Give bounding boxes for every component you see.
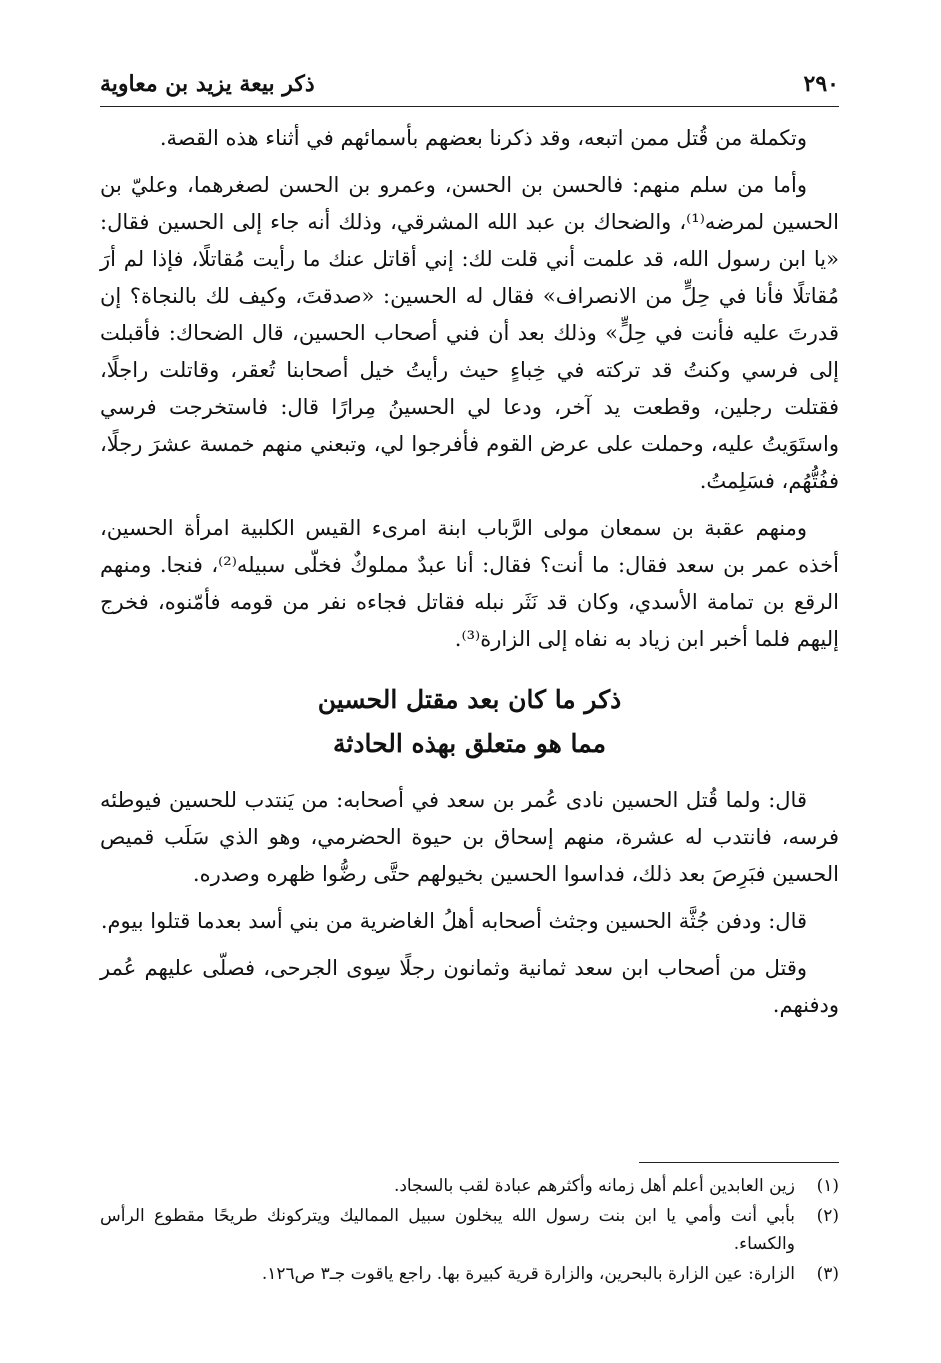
footnote-rule: [639, 1162, 839, 1163]
footnote-text: الزارة: عين الزارة بالبحرين، والزارة قرية كبيرة بها. راجع ياقوت جـ٣ ص١٢٦.: [261, 1264, 795, 1284]
footnote-1: [100, 1172, 839, 1200]
paragraph-2: وأما من سلم منهم: فالحسن بن الحسن، وعمرو بن الحسن لصغرهما، وعليّ بن الحسين لمرضه⁽¹⁾، والضحاك بن عبد الله المشرقي، وذلك أنه جاء إلى الحسين فقال: «يا ابن رسول الله، قد علمت أني قلت لك: إني أقاتل عنك ما رأيت مُقاتلًا، فإذا لم أرَ مُقاتلًا فأنا في حِلٍّ من الانصراف» فقال له الحسين: «صدقتَ، وكيف لك بالنجاة؟ إن قدرتَ عليه فأنت في حِلٍّ» وذلك بعد أن فني أصحاب الحسين، قال الضحاك: فأقبلت إلى فرسي وكنتُ قد تركته في خِباءٍ حيث رأيتُ خيل أصحابنا تُعقر، وقاتلت راجلًا، فقتلت رجلين، وقطعت يد آخر، ودعا لي الحسينُ مِرارًا قال: فاستخرجت فرسي واستَوَيتُ عليه، وحملت على عرض القوم فأفرجوا لي، وتبعني منهم خمسة عشرَ رجلًا، ففُتُّهُم، فسَلِمتُ.: [100, 173, 839, 493]
footnotes: [100, 1172, 839, 1290]
section-title-line-1: ذكر ما كان بعد مقتل الحسين: [317, 685, 622, 714]
section-title: [100, 678, 839, 766]
paragraph-3: ومنهم عقبة بن سمعان مولى الرَّباب ابنة امرىء القيس الكلبية امرأة الحسين، أخذه عمر بن سعد فقال: ما أنت؟ فقال: أنا عبدٌ مملوكٌ فخلّى سبيله⁽²⁾، فنجا. ومنهم الرقع بن تمامة الأسدي، وكان قد نَثَر نبله فقاتل فجاءه نفر من قومه فأمّنوه، فخرج إليهم فلما أخبر ابن زياد به نفاه إلى الزارة⁽³⁾.: [100, 516, 839, 651]
paragraph-5: قال: ودفن جُثَّة الحسين وجثث أصحابه أهلُ الغاضرية من بني أسد بعدما قتلوا بيوم.: [100, 909, 807, 933]
running-title: ذكر بيعة يزيد بن معاوية: [100, 71, 315, 97]
footnote-mark: (٣): [816, 1264, 839, 1284]
footnote-2: [100, 1202, 839, 1258]
paragraph-4: قال: ولما قُتل الحسين نادى عُمر بن سعد في أصحابه: من يَنتدب للحسين فيوطئه فرسه، فانتدب له عشرة، منهم إسحاق بن حيوة الحضرمي، وهو الذي سَلَب قميص الحسين فبَرِصَ بعد ذلك، فداسوا الحسين بخيولهم حتَّى رضُّوا ظهره وصدره.: [100, 788, 839, 886]
paragraph-6: وقتل من أصحاب ابن سعد ثمانية وثمانون رجلًا سِوى الجرحى، فصلّى عليهم عُمر ودفنهم.: [100, 956, 839, 1017]
footnote-text: بأبي أنت وأمي يا ابن بنت رسول الله يبخلون سبيل المماليك ويتركونك طريحًا مقطوع الرأس والكساء.: [100, 1206, 795, 1254]
body-text: [100, 120, 839, 1034]
section-title-line-2: مما هو متعلق بهذه الحادثة: [332, 729, 606, 758]
page-number: ٢٩٠: [803, 71, 839, 97]
footnote-text: زين العابدين أعلم أهل زمانه وأكثرهم عبادة لقب بالسجاد.: [393, 1176, 795, 1196]
footnote-3: [100, 1260, 839, 1288]
header-rule: [100, 106, 839, 107]
footnote-mark: (٢): [816, 1206, 839, 1226]
footnote-mark: (١): [816, 1176, 839, 1196]
paragraph-1: وتكملة من قُتل ممن اتبعه، وقد ذكرنا بعضهم بأسمائهم في أثناء هذه القصة.: [159, 126, 807, 150]
running-header: [100, 66, 839, 102]
